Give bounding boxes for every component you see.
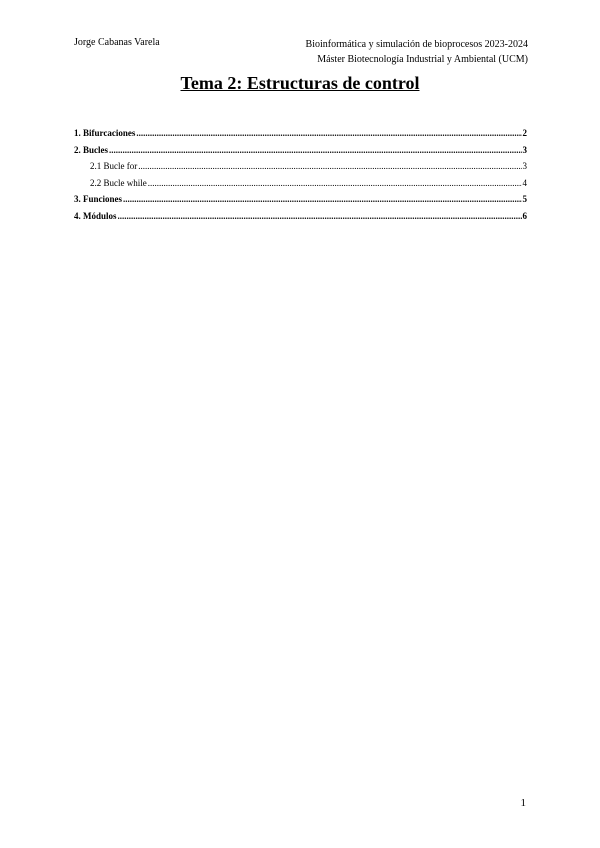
toc-leader bbox=[109, 145, 521, 155]
toc-label: 1. Bifurcaciones bbox=[74, 128, 136, 138]
toc-leader bbox=[148, 178, 522, 188]
toc-leader bbox=[118, 211, 522, 221]
document-title: Tema 2: Estructuras de control bbox=[180, 73, 420, 93]
toc-leader bbox=[123, 194, 521, 204]
toc-leader bbox=[136, 128, 521, 138]
toc-page: 4 bbox=[522, 177, 527, 188]
header-author: Jorge Cabanas Varela bbox=[74, 37, 160, 48]
header-program: Máster Biotecnología Industrial y Ambiental (UCM) bbox=[317, 54, 528, 65]
toc-entry-funciones[interactable] bbox=[74, 194, 527, 211]
toc-page: 2 bbox=[522, 128, 527, 138]
toc-label: 3. Funciones bbox=[74, 194, 123, 204]
toc-page: 6 bbox=[522, 210, 527, 221]
toc-label: 4. Módulos bbox=[74, 210, 117, 221]
toc-entry-modulos[interactable] bbox=[74, 211, 527, 228]
toc-leader bbox=[138, 161, 521, 171]
toc-label: 2. Bucles bbox=[74, 144, 109, 155]
page-number: 1 bbox=[520, 797, 526, 809]
toc-page: 5 bbox=[522, 194, 527, 204]
toc-page: 3 bbox=[522, 144, 527, 155]
toc-entry-bucle-while[interactable] bbox=[74, 178, 527, 195]
toc-entry-bifurcaciones[interactable] bbox=[74, 128, 527, 145]
table-of-contents bbox=[74, 128, 527, 227]
toc-entry-bucles[interactable] bbox=[74, 145, 527, 162]
toc-entry-bucle-for[interactable] bbox=[74, 161, 527, 178]
header-course: Bioinformática y simulación de bioprocesos 2023-2024 bbox=[305, 39, 528, 50]
header-right bbox=[306, 37, 528, 67]
toc-label: 2.1 Bucle for bbox=[90, 161, 138, 171]
toc-label: 2.2 Bucle while bbox=[90, 177, 147, 188]
toc-page: 3 bbox=[522, 161, 527, 171]
